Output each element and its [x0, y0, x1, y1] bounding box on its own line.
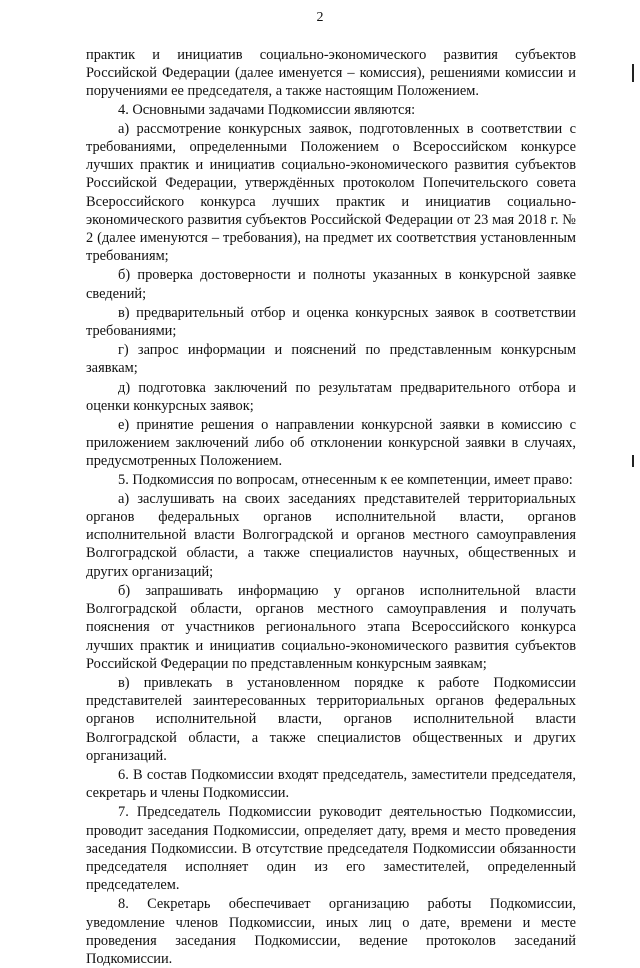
- paragraph-continuation: практик и инициатив социально-экономического развития субъектов Российской Федерации (далее именуется – комиссия), решениями комиссии и поручениями ее председателя, а также настоящим Положением.: [86, 47, 576, 100]
- paragraph-4f: е) принятие решения о направлении конкурсной заявки в комиссию с приложением заключений либо об отклонении конкурсной заявки в случаях, предусмотренных Положением.: [86, 417, 576, 470]
- paragraph-4b: б) проверка достоверности и полноты указанных в конкурсной заявке сведений;: [86, 267, 576, 302]
- paragraph-5c: в) привлекать в установленном порядке к работе Подкомиссии представителей заинтересованных территориальных органов федеральных органов исполнительной власти, органов исполнительной власти Волгоградской области, а также специалистов общественных и других организаций.: [86, 674, 576, 764]
- document-body: [86, 46, 576, 968]
- scan-edge-mark: [632, 455, 634, 467]
- paragraph-5a: а) заслушивать на своих заседаниях представителей территориальных органов федеральных органов исполнительной власти, органов исполнительной власти Волгоградской и органов местного самоуправления Волгоградской области, а также специалистов научных, общественных и других организаций;: [86, 490, 576, 580]
- paragraph-8: 8. Секретарь обеспечивает организацию работы Подкомиссии, уведомление членов Подкомиссии, иных лиц о дате, времени и месте проведения заседания Подкомиссии, ведение протоколов заседаний Подкомиссии.: [86, 896, 576, 967]
- scan-edge-mark: [632, 64, 634, 82]
- paragraph-4-heading: 4. Основными задачами Подкомиссии являются:: [118, 101, 416, 118]
- paragraph-6: 6. В состав Подкомиссии входят председатель, заместители председателя, секретарь и члены Подкомиссии.: [86, 766, 576, 802]
- paragraph-4c: в) предварительный отбор и оценка конкурсных заявок в соответствии требованиями;: [86, 304, 576, 340]
- paragraph-5b: б) запрашивать информацию у органов исполнительной власти Волгоградской области, органов местного самоуправления и получать пояснения от участников регионального этапа Всероссийского конкурса лучших практик и инициатив социально-экономического развития субъектов Российской Федерации по представленным конкурсным заявкам;: [86, 582, 576, 672]
- paragraph-4e: д) подготовка заключений по результатам предварительного отбора и оценки конкурсных заявок;: [86, 379, 576, 414]
- page-number: 2: [316, 10, 324, 25]
- paragraph-5-heading: 5. Подкомиссия по вопросам, отнесенным к ее компетенции, имеет право:: [118, 471, 573, 488]
- paragraph-4d: г) запрос информации и пояснений по представленным конкурсным заявкам;: [86, 342, 576, 377]
- paragraph-7: 7. Председатель Подкомиссии руководит деятельностью Подкомиссии, проводит заседания Подкомиссии, определяет дату, время и место проведения заседания Подкомиссии. В отсутствие председателя Подкомиссии обязанности председателя исполняет один из его заместителей, определенный председателем.: [86, 804, 576, 894]
- paragraph-4a: а) рассмотрение конкурсных заявок, подготовленных в соответствии с требованиями, определенными Положением о Всероссийском конкурсе лучших практик и инициатив социально-экономического развития субъектов Российской Федерации, утверждённых протоколом Попечительского совета Всероссийского конкурса лучших практик и инициатив социально-экономического развития субъектов Российской Федерации от 23 мая 2018 г. № 2 (далее именуются – требования), на предмет их соответствия установленным требованиям;: [86, 120, 576, 265]
